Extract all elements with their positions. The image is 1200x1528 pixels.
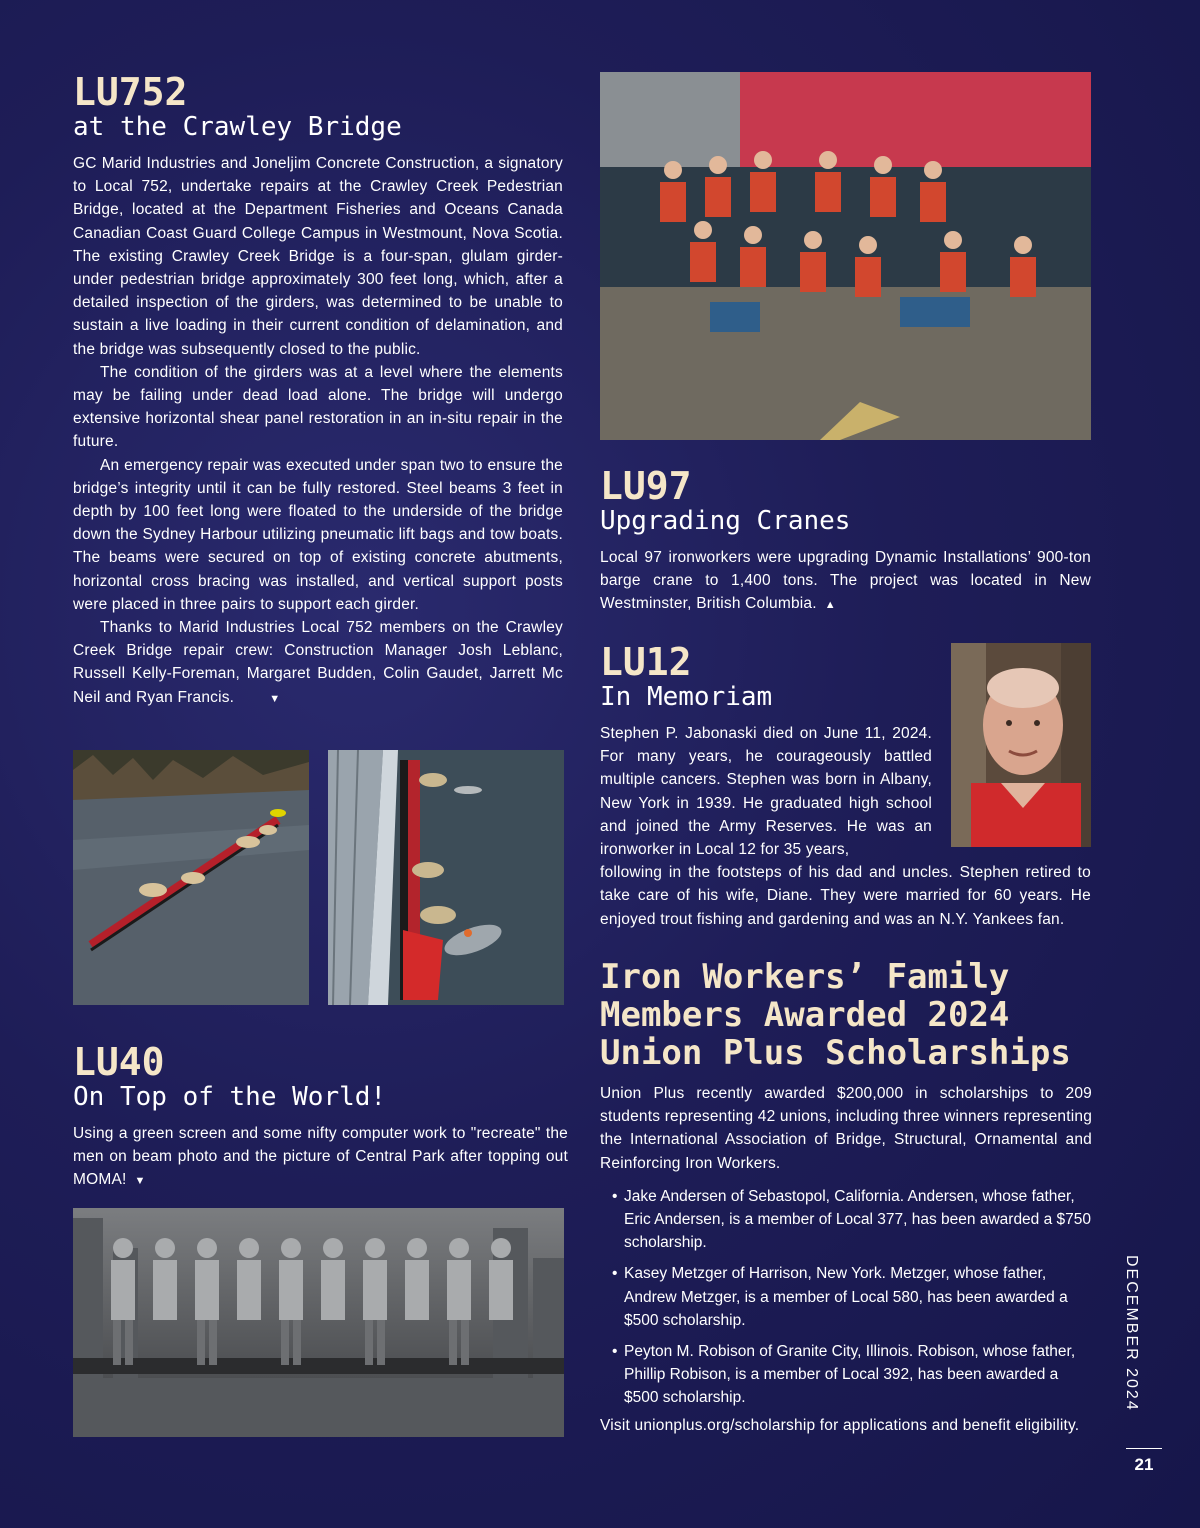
- lu752-subtitle: at the Crawley Bridge: [73, 112, 402, 142]
- portrait-illustration: [951, 643, 1091, 847]
- winner-text: Kasey Metzger of Harrison, New York. Metzger, whose father, Andrew Metzger, is a member of Local 580, has been awarded a $500 scholarship.: [624, 1265, 1068, 1329]
- scholarship-headline-line-2: Members Awarded 2024: [600, 995, 1010, 1035]
- men-on-beam-photo: [73, 1208, 564, 1437]
- lu97-paragraph: [600, 546, 1091, 618]
- bridge-river-photo: [73, 750, 309, 1005]
- stephen-portrait-photo: [951, 643, 1091, 847]
- end-arrow-icon: ▲: [824, 599, 836, 612]
- scholarship-intro: Union Plus recently awarded $200,000 in scholarships to 209 students representing 42 unions, including three winners representing the International Association of Bridge, Structural, Ornamental and Reinforcing Iron Workers.: [600, 1085, 1093, 1172]
- lu97-subtitle: Upgrading Cranes: [600, 506, 851, 536]
- lu40-title: LU40: [73, 1040, 165, 1084]
- lu752-paragraph-1: GC Marid Industries and Joneljim Concrete Construction, a signatory to Local 752, undertake repairs at the Crawley Creek Pedestrian Bridge, located at the Department Fisheries and Oceans Canada Canadian Coast Guard College Campus in Westmount, Nova Scotia. The existing Crawley Creek Bridge is a four-span, glulam girder-under pedestrian bridge approximately 300 feet long, which, after a detailed inspection of the girders, was determined to be unable to sustain a live loading in their current condition of delamination, and the bridge was subsequently closed to the public.: [73, 155, 563, 358]
- bullet-icon: •: [612, 1187, 618, 1205]
- continue-arrow-icon: ▼: [134, 1175, 146, 1188]
- lu12-title: LU12: [600, 640, 692, 684]
- lu97-title: LU97: [600, 464, 692, 508]
- lu40-article: [73, 1042, 568, 1194]
- lu40-paragraph-text: Using a green screen and some nifty computer work to "recreate" the men on beam photo and the picture of Central Park after topping out MOMA!: [73, 1125, 568, 1189]
- lu752-article: [73, 72, 563, 711]
- list-item: [600, 1262, 1092, 1332]
- winner-text: Peyton M. Robison of Granite City, Illinois. Robison, whose father, Phillip Robison, is a member of Local 392, has been awarded a $500 scholarship.: [624, 1343, 1076, 1407]
- bridge-aerial-photo: [328, 750, 564, 1005]
- scholarship-winner-list: [600, 1185, 1092, 1410]
- list-item: [600, 1185, 1092, 1255]
- lu12-paragraph-full: following in the footsteps of his dad and uncles. Stephen retired to take care of his wife, Diane. They were married for 60 years. He enjoyed trout fishing and gardening and was an N.Y. Yankees fan.: [600, 864, 1091, 928]
- lu752-title: LU752: [73, 70, 188, 114]
- lu752-paragraph-3: An emergency repair was executed under span two to ensure the bridge’s integrity until it can be fully restored. Steel beams 3 feet in depth by 100 feet long were floated to the underside of the bridge down the Sydney Harbour utilizing pneumatic lift bags and tow boats. The beams were secured on top of existing concrete abutments, horizontal cross bracing was installed, and vertical support posts were placed in three pairs to support each girder.: [73, 456, 563, 613]
- lu97-paragraph-text: Local 97 ironworkers were upgrading Dynamic Installations’ 900-ton barge crane to 1,400 tons. The project was located in New Westminster, British Columbia.: [600, 549, 1091, 613]
- lu12-subtitle: In Memoriam: [600, 682, 773, 712]
- scholarship-headline-line-1: Iron Workers’ Family: [600, 957, 1010, 997]
- men-on-beam-illustration: [73, 1208, 564, 1437]
- bridge-river-illustration: [73, 750, 309, 1005]
- issue-date-side-label: [1100, 1255, 1180, 1425]
- continue-arrow-icon: ▼: [269, 692, 281, 705]
- lu752-paragraph-4: [73, 616, 563, 711]
- bullet-icon: •: [612, 1343, 618, 1361]
- crane-crew-illustration: [600, 72, 1091, 440]
- lu40-paragraph: [73, 1122, 568, 1194]
- lu12-paragraph-wrapped: Stephen P. Jabonaski died on June 11, 2024. For many years, he courageously battled multiple cancers. Stephen was born in Albany, New York in 1939. He graduated high school and joined the Army Reserves. He was an ironworker in Local 12 for 35 years,: [600, 725, 932, 859]
- issue-date: DECEMBER 2024: [1123, 1255, 1140, 1412]
- lu752-paragraph-2: The condition of the girders was at a level where the elements may be failing under dead load alone. The bridge will undergo extensive horizontal shear panel restoration in an in-situ repair in the future.: [73, 363, 563, 451]
- lu97-article: [600, 466, 1091, 618]
- scholarship-footer-link-text: Visit unionplus.org/scholarship for applications and benefit eligibility.: [600, 1416, 1080, 1434]
- page-number: 21: [1126, 1448, 1162, 1475]
- lu752-paragraph-4-text: Thanks to Marid Industries Local 752 members on the Crawley Creek Bridge repair crew: Construction Manager Josh Leblanc, Russell Kelly-Foreman, Margaret Budden, Colin Gaudet, Jarrett Mc Neil and Ryan Francis.: [73, 619, 563, 706]
- crane-crew-photo: [600, 72, 1091, 440]
- lu40-subtitle: On Top of the World!: [73, 1082, 387, 1112]
- winner-text: Jake Andersen of Sebastopol, California. Andersen, whose father, Eric Andersen, is a member of Local 377, has been awarded a $750 scholarship.: [624, 1187, 1092, 1252]
- list-item: [600, 1340, 1092, 1410]
- scholarship-headline-line-3: Union Plus Scholarships: [600, 1033, 1071, 1073]
- scholarship-article: [600, 958, 1092, 1437]
- bullet-icon: •: [612, 1265, 618, 1283]
- bridge-aerial-illustration: [328, 750, 564, 1005]
